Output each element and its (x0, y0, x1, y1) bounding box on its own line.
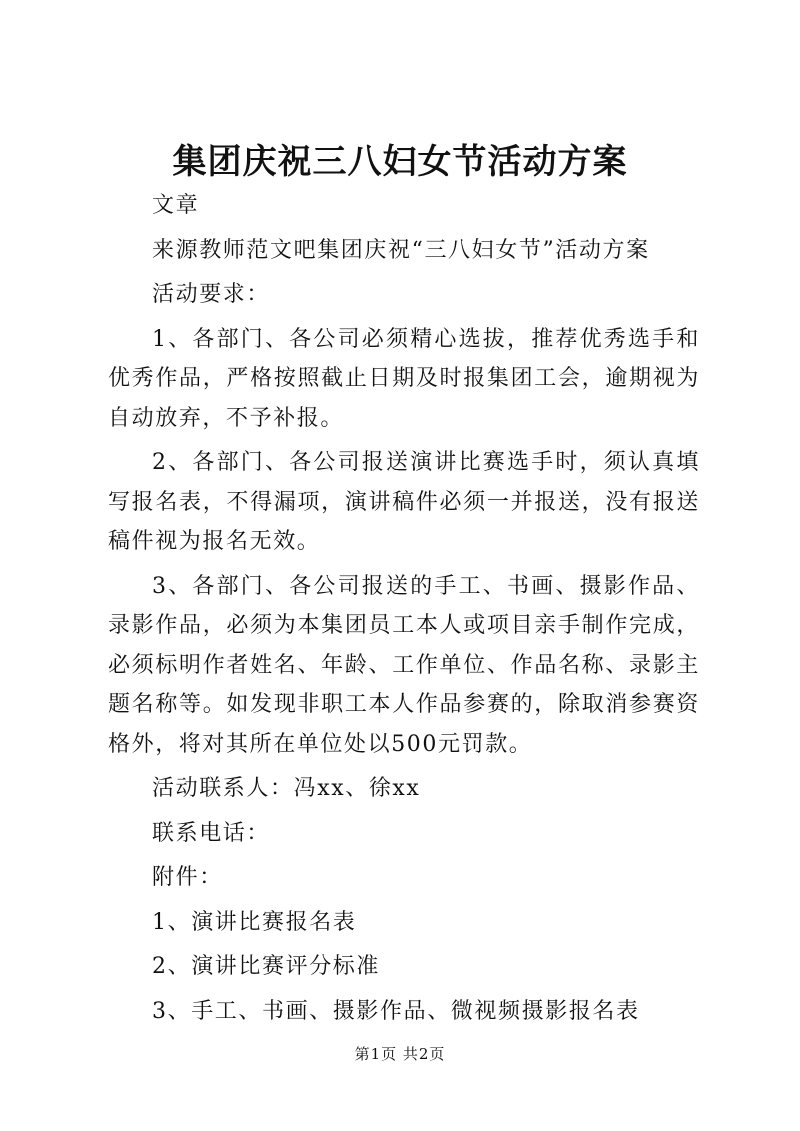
requirement-paragraph-2: 2、各部门、各公司报送演讲比赛选手时，须认真填写报名表，不得漏项，演讲稿件必须一并报送，没有报送稿件视为报名无效。 (108, 450, 700, 554)
source-line: 来源教师范文吧集团庆祝“三八妇女节”活动方案 (152, 237, 650, 263)
attachment-item-2: 2、演讲比赛评分标准 (152, 954, 380, 979)
document-title: 集团庆祝三八妇女节活动方案 (172, 142, 628, 182)
requirements-heading: 活动要求： (152, 282, 271, 307)
category-line: 文章 (152, 193, 200, 218)
document-body (108, 186, 700, 1036)
attachments-heading: 附件： (152, 865, 223, 890)
requirement-paragraph-3: 3、各部门、各公司报送的手工、书画、摄影作品、录影作品，必须为本集团员工本人或项目亲手制作完成，必须标明作者姓名、年龄、工作单位、作品名称、录影主题名称等。如发现非职工本人作品参赛的，除取消参赛资格外，将对其所在单位处以500元罚款。 (108, 573, 700, 757)
requirement-paragraph-1: 1、各部门、各公司必须精心选拔，推荐优秀选手和优秀作品，严格按照截止日期及时报集团工会，逾期视为自动放弃，不予补报。 (108, 326, 700, 431)
contact-people: 活动联系人：冯xx、徐xx (152, 776, 421, 801)
contact-phone: 联系电话： (152, 820, 271, 846)
page-indicator: 第1页 共2页 (354, 1045, 446, 1063)
attachment-item-3: 3、手工、书画、摄影作品、微视频摄影报名表 (152, 998, 640, 1024)
attachment-item-1: 1、演讲比赛报名表 (152, 909, 357, 935)
